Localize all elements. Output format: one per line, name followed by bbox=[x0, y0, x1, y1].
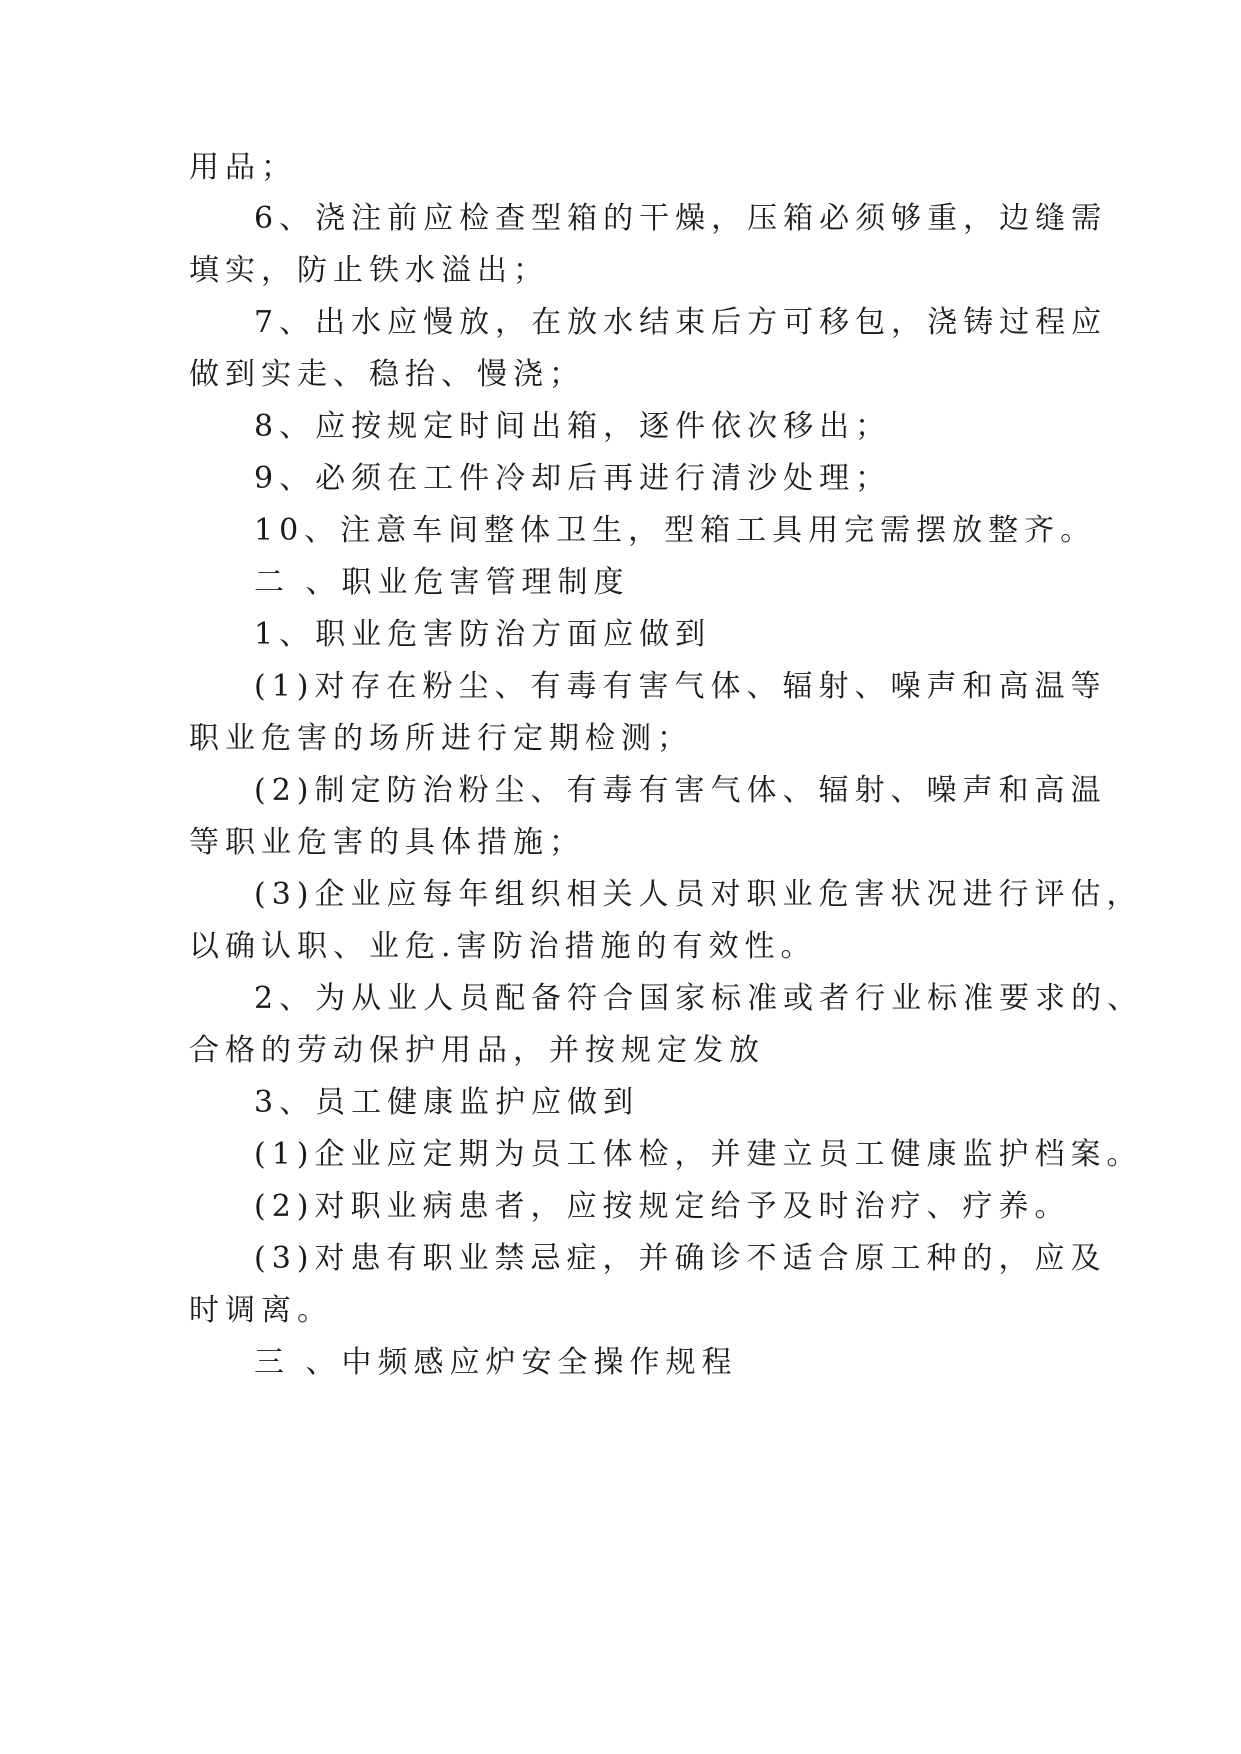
text-line: 10、注意车间整体卫生，型箱工具用完需摆放整齐。 bbox=[254, 513, 1097, 548]
text-line: 用品； bbox=[189, 150, 297, 185]
text-line: 7、出水应慢放，在放水结束后方可移包，浇铸过程应 bbox=[254, 305, 1108, 340]
text-line: (3)企业应每年组织相关人员对职业危害状况进行评估， bbox=[254, 877, 1143, 912]
text-line: 9、必须在工件冷却后再进行清沙处理； bbox=[254, 461, 892, 496]
text-line: 1、职业危害防治方面应做到 bbox=[254, 617, 712, 652]
text-line: 2、为从业人员配备符合国家标准或者行业标准要求的、 bbox=[254, 981, 1144, 1016]
text-line: (2)对职业病患者，应按规定给予及时治疗、疗养。 bbox=[254, 1189, 1071, 1224]
section-heading: 三 、中频感应炉安全操作规程 bbox=[254, 1345, 738, 1380]
text-line: (1)对存在粉尘、有毒有害气体、辐射、噪声和高温等 bbox=[254, 669, 1107, 704]
text-line: 8、应按规定时间出箱，逐件依次移出； bbox=[254, 409, 892, 444]
section-heading: 二 、职业危害管理制度 bbox=[254, 565, 630, 600]
text-line: 6、浇注前应检查型箱的干燥，压箱必须够重，边缝需 bbox=[254, 201, 1108, 236]
text-line: 职业危害的场所进行定期检测； bbox=[189, 721, 693, 756]
text-line: (3)对患有职业禁忌症，并确诊不适合原工种的，应及 bbox=[254, 1241, 1107, 1276]
text-line: 以确认职、业危.害防治措施的有效性。 bbox=[189, 929, 817, 964]
text-line: 等职业危害的具体措施； bbox=[189, 825, 585, 860]
text-line: (2)制定防治粉尘、有毒有害气体、辐射、噪声和高温 bbox=[254, 773, 1107, 808]
text-line: 填实，防止铁水溢出； bbox=[189, 253, 549, 288]
text-line: (1)企业应定期为员工体检，并建立员工健康监护档案。 bbox=[254, 1137, 1143, 1172]
text-line: 3、员工健康监护应做到 bbox=[254, 1085, 640, 1120]
text-line: 做到实走、稳抬、慢浇； bbox=[189, 357, 585, 392]
text-line: 合格的劳动保护用品，并按规定发放 bbox=[189, 1033, 765, 1068]
text-line: 时调离。 bbox=[189, 1293, 333, 1328]
